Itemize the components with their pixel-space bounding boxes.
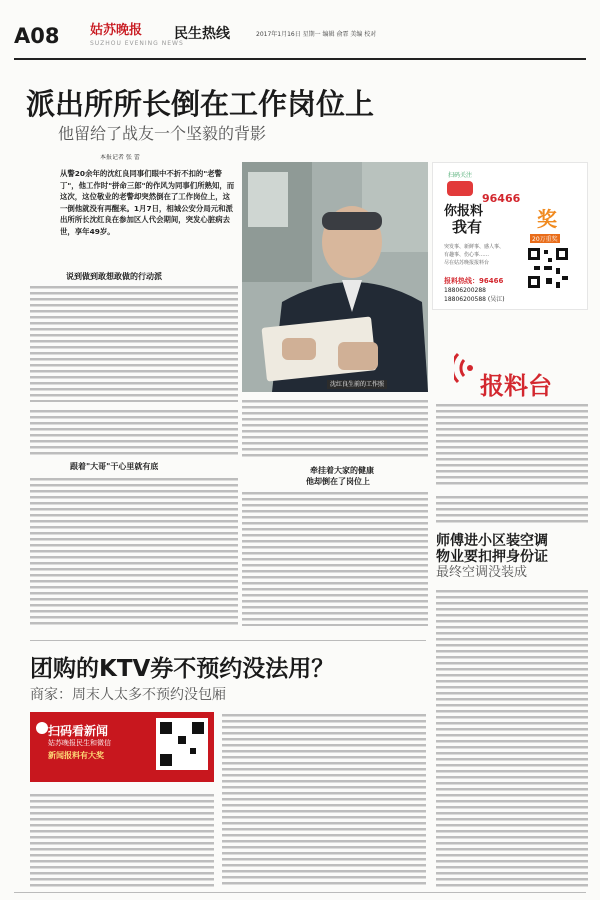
paper-name-en: SUZHOU EVENING NEWS <box>90 40 184 47</box>
police-officer-illustration <box>242 162 428 392</box>
lead-subhead-1: 说到做到敢想敢做的行动派 <box>66 272 162 281</box>
photo-caption: 沈红良生前的工作照 <box>327 380 387 389</box>
paper-name: 姑苏晚报 <box>90 23 143 38</box>
ad-prize-char: 奖 <box>537 207 557 231</box>
ad-phone-1: 18806200288 <box>444 287 486 294</box>
aircon-subheadline: 最终空调没装成 <box>436 565 528 580</box>
masthead-rule <box>14 58 586 60</box>
lead-body-4 <box>242 398 428 460</box>
section-divider <box>30 640 426 641</box>
page-number: A08 <box>14 24 60 48</box>
baoliao-body-2 <box>436 494 588 524</box>
ktv-subheadline: 商家：周末人太多不预约没包厢 <box>30 687 226 703</box>
ad-scan-tag: 扫码关注 <box>448 172 473 179</box>
ktv-headline: 团购的KTV券不预约没法用？ <box>30 656 335 682</box>
qr-code-icon <box>526 246 570 290</box>
lead-byline: 本报记者 张 蕾 <box>100 154 140 161</box>
scan-banner-title: 扫码看新闻 <box>48 724 109 738</box>
ad-desc-2: 有趣事、伤心事…… <box>444 252 490 258</box>
ad-desc-3: 尽在姑苏晚报报料台 <box>444 260 490 266</box>
lead-subheadline: 他留给了战友一个坚毅的背影 <box>58 124 267 143</box>
ad-phone-2: 18806200588 (吴江) <box>444 296 505 303</box>
ktv-body-2 <box>222 712 426 888</box>
lead-subhead-2: 跟着"大哥"干心里就有底 <box>70 462 159 471</box>
masthead <box>0 0 600 58</box>
ad-line1: 你报料 <box>444 204 484 219</box>
bottom-rule <box>14 892 586 893</box>
lead-subhead-3a: 牵挂着大家的健康 <box>310 466 374 475</box>
lead-body-1 <box>30 284 238 402</box>
ad-hotline: 报料热线：96466 <box>444 277 504 285</box>
baoliao-body-1 <box>436 402 588 488</box>
ad-desc-1: 突发事、新鲜事、感人事、 <box>444 244 505 250</box>
lead-intro: 从警20余年的沈红良同事们眼中不折不扣的"老警丁"，他工作时"拼命三郎"的作风为同事们所熟知，而这次，这位敬业的老警却突然倒在了工作岗位上，这一倒他就没有再醒来。1月7日，相城公安分局元和派出所所长沈红良在参加区人代会期间，突发心脏病去世，享年49岁。 <box>60 169 235 236</box>
masthead-meta: 2017年1月16日 星期一 编辑 俞霏 美编 校对 <box>256 31 377 38</box>
aircon-headline-2: 物业要扣押身份证 <box>436 549 548 565</box>
lead-body-3 <box>30 476 238 626</box>
baoliaotai-logo <box>454 346 552 400</box>
baoliaotai-text: 报料台 <box>480 372 552 400</box>
lead-body-5 <box>242 490 428 626</box>
ad-prize-amount: 20万重奖 <box>532 236 558 243</box>
aircon-headline-1: 师傅进小区装空调 <box>436 533 548 549</box>
lead-body-2 <box>30 408 238 456</box>
ad-line2: 我有 <box>452 218 483 236</box>
scan-banner-line3: 新闻报料有大奖 <box>48 751 104 760</box>
section-name: 民生热线 <box>174 26 230 42</box>
ktv-body-1 <box>30 792 214 888</box>
ad-number: 96466 <box>482 192 521 205</box>
aircon-body <box>436 588 588 888</box>
lead-headline: 派出所所长倒在工作岗位上 <box>26 87 375 121</box>
ad-qr-code[interactable] <box>526 246 570 290</box>
phone-icon <box>446 178 474 198</box>
lead-photo <box>242 162 428 392</box>
scan-banner-line2: 姑苏晚报民生和微信 <box>48 739 111 747</box>
lead-subhead-3b: 他却倒在了岗位上 <box>306 477 370 486</box>
